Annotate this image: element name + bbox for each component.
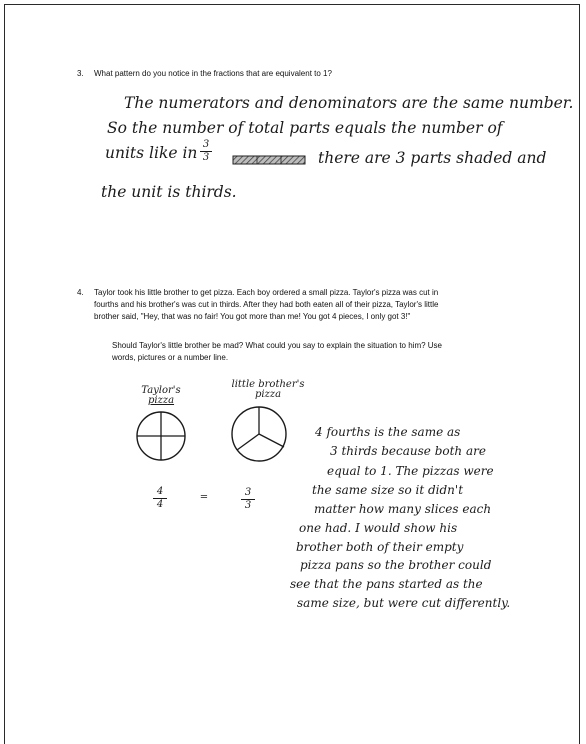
q4-prompt-line-3: brother said, "Hey, that was no fair! You got more than me! You got 4 pieces, I only got 3!": [94, 312, 411, 321]
q4-answer-line-8: pizza pans so the brother could: [300, 558, 492, 572]
q3-prompt: [77, 68, 332, 80]
q3-answer-line-2: So the number of total parts equals the number of: [107, 119, 503, 137]
pizza-fourths-drawing: [133, 410, 189, 462]
q3-fraction: [200, 140, 212, 163]
q4-sub-prompt-line-1: Should Taylor's little brother be mad? What could you say to explain the situation to him? Use: [112, 341, 443, 350]
q4-answer-line-10: same size, but were cut differently.: [297, 596, 511, 610]
q4-prompt: [77, 287, 547, 323]
q4-prompt-line-2: fourths and his brother's was cut in thirds. After they had both eaten all of their pizza, Taylor's little: [94, 300, 439, 309]
q4-number: 4.: [77, 288, 84, 297]
q3-number: 3.: [77, 69, 84, 78]
q4-answer-line-9: see that the pans started as the: [290, 577, 483, 591]
brother-label-line-1: little brother's: [231, 379, 305, 390]
q4-answer-line-6: one had. I would show his: [299, 521, 458, 535]
q4-answer-line-1: 4 fourths is the same as: [315, 425, 461, 439]
q4-sub-prompt: [112, 340, 552, 364]
q4-answer-line-4: the same size so it didn't: [312, 483, 464, 497]
fraction-left-numerator: 4: [156, 486, 164, 497]
fraction-three-thirds: [241, 488, 255, 511]
fraction-right-denominator: 3: [244, 500, 252, 511]
q4-answer-line-2: 3 thirds because both are: [330, 444, 486, 458]
q3-prompt-text: What pattern do you notice in the fractions that are equivalent to 1?: [94, 69, 332, 78]
q4-answer-line-7: brother both of their empty: [296, 540, 464, 554]
equals-sign: =: [199, 492, 209, 503]
fraction-left-denominator: 4: [156, 499, 164, 510]
q3-answer-line-1: The numerators and denominators are the same number.: [124, 94, 574, 112]
fraction-four-fourths: [153, 487, 167, 510]
q3-answer-line-4: there are 3 parts shaded and: [318, 149, 547, 167]
shaded-unit-bar: [232, 155, 306, 165]
worksheet-page: [4, 4, 580, 744]
taylor-pizza-label: [139, 386, 183, 406]
q3-fraction-numerator: 3: [202, 139, 210, 150]
q3-answer-line-3: units like in: [105, 144, 198, 162]
q4-answer-line-5: matter how many slices each: [314, 502, 492, 516]
fraction-right-numerator: 3: [244, 487, 252, 498]
taylor-label-line-1: Taylor's: [141, 385, 181, 396]
q4-prompt-line-1: 4. Taylor took his little brother to get pizza. Each boy ordered a small pizza. Taylor's pizza was cut in: [77, 288, 439, 297]
pizza-thirds-drawing: [229, 404, 289, 464]
brother-pizza-label: [226, 380, 310, 400]
q4-sub-prompt-line-2: words, pictures or a number line.: [112, 353, 229, 362]
brother-label-line-2: pizza: [254, 389, 282, 400]
q3-answer-line-5: the unit is thirds.: [101, 183, 237, 201]
q3-fraction-denominator: 3: [202, 152, 210, 163]
taylor-label-line-2: pizza: [147, 395, 175, 406]
q4-answer-line-3: equal to 1. The pizzas were: [327, 464, 494, 478]
